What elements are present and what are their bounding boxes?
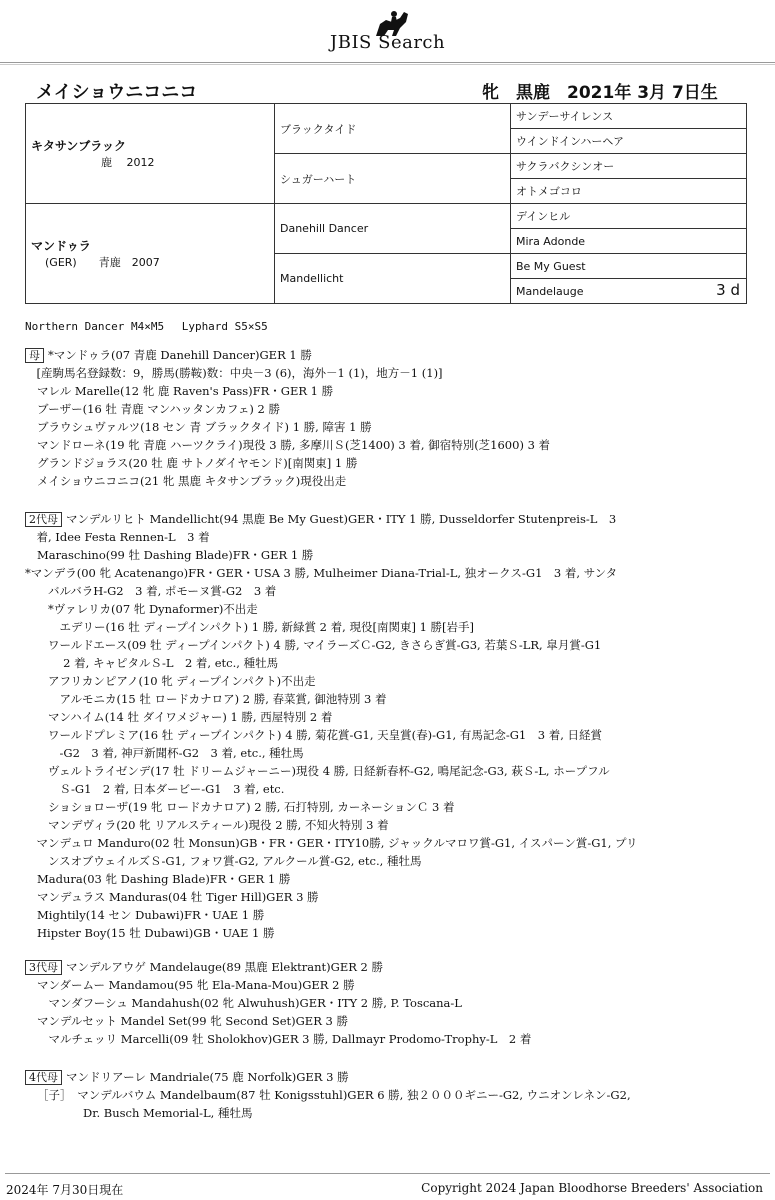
- family-line: マンデヴィラ(20 牝 リアルスティール)現役 2 勝, 不知火特別 3 着: [25, 818, 389, 832]
- family-line: 着, Idee Festa Rennen-L 3 着: [25, 530, 210, 544]
- pedigree-g3-3[interactable]: サクラバクシンオー: [511, 154, 747, 179]
- family-line: Maraschino(99 牡 Dashing Blade)FR・GER 1 勝: [37, 548, 314, 562]
- family-line: Ｓ-G1 2 着, 日本ダービー-G1 3 着, etc.: [25, 782, 285, 796]
- family-line: マルチェッリ Marcelli(09 牡 Sholokhov)GER 3 勝, Dallmayr Prodomo-Trophy-L 2 着: [37, 1032, 532, 1046]
- footer-divider: [5, 1173, 770, 1174]
- family-line: マンダームー Mandamou(95 牝 Ela-Mana-Mou)GER 2 勝: [37, 978, 355, 992]
- family-section-3rd-dam: [25, 958, 531, 1048]
- horse-info: 牝 黒鹿 2021年 3月 7日生: [482, 83, 718, 103]
- sire-cell[interactable]: [26, 104, 275, 204]
- family-line: Hipster Boy(15 牡 Dubawi)GB・UAE 1 勝: [37, 926, 275, 940]
- pedigree-g3-6[interactable]: Mira Adonde: [511, 229, 747, 254]
- dam-detail: (GER) 青鹿 2007: [45, 256, 160, 269]
- header-divider: [0, 62, 775, 63]
- pedigree-g3-5[interactable]: デインヒル: [511, 204, 747, 229]
- family-line: 2 着, キャピタルＳ-L 2 着, etc., 種牡馬: [25, 656, 279, 670]
- family-line: -G2 3 着, 神戸新聞杯-G2 3 着, etc., 種牡馬: [25, 746, 304, 760]
- pedigree-table: [25, 103, 747, 304]
- family-line: Mightily(14 セン Dubawi)FR・UAE 1 勝: [37, 908, 265, 922]
- family-line: マンドリアーレ Mandriale(75 鹿 Norfolk)GER 3 勝: [66, 1070, 349, 1084]
- section-label: 母: [25, 348, 44, 363]
- family-line: *マンデラ(00 牝 Acatenango)FR・GER・USA 3 勝, Mulheimer Diana-Trial-L, 独オークス-G1 3 着, サンタ: [25, 566, 618, 580]
- family-line: メイショウニコニコ(21 牝 黒鹿 キタサンブラック)現役出走: [37, 474, 347, 488]
- pedigree-g3-8-label: Mandelauge: [516, 284, 584, 298]
- sire-dam-cell[interactable]: シュガーハート: [275, 154, 511, 204]
- family-line: *ヴァレリカ(07 牝 Dynaformer)不出走: [25, 602, 258, 616]
- family-line: ブーザー(16 牡 青鹿 マンハッタンカフェ) 2 勝: [37, 402, 280, 416]
- logo-text: JBIS Search: [330, 32, 446, 53]
- family-line: ブラウシュヴァルツ(18 セン 青 ブラックタイド) 1 勝, 障害 1 勝: [37, 420, 372, 434]
- family-line: マンデルセット Mandel Set(99 牝 Second Set)GER 3 勝: [37, 1014, 348, 1028]
- family-line: ワールドエース(09 牡 ディープインパクト) 4 勝, マイラーズＣ-G2, きさらぎ賞-G3, 若葉Ｓ-LR, 皐月賞-G1: [25, 638, 602, 652]
- family-line: マンダフーシュ Mandahush(02 牝 Alwuhush)GER・ITY 2 勝, P. Toscana-L: [37, 996, 462, 1010]
- dam-sire-cell[interactable]: Danehill Dancer: [275, 204, 511, 254]
- pedigree-g3-4[interactable]: オトメゴコロ: [511, 179, 747, 204]
- family-line: *マンドゥラ(07 青鹿 Danehill Dancer)GER 1 勝: [48, 348, 312, 362]
- footer-copyright: Copyright 2024 Japan Bloodhorse Breeders' Association: [421, 1181, 763, 1195]
- family-section-4th-dam: [25, 1068, 631, 1122]
- header-divider-shadow: [0, 64, 775, 65]
- pedigree-g3-7[interactable]: Be My Guest: [511, 254, 747, 279]
- section-label: 3代母: [25, 960, 62, 975]
- family-line: マンデュラス Manduras(04 牡 Tiger Hill)GER 3 勝: [37, 890, 319, 904]
- family-line: マンデルリヒト Mandellicht(94 黒鹿 Be My Guest)GER・ITY 1 勝, Dusseldorfer Stutenpreis-L 3: [66, 512, 617, 526]
- dosage-mark: 3 d: [716, 281, 740, 299]
- family-line: ショショローザ(19 牝 ロードカナロア) 2 勝, 石打特別, カーネーションＣ 3 着: [25, 800, 455, 814]
- dam-dam-cell[interactable]: Mandellicht: [275, 254, 511, 304]
- family-line: ンスオブウェイルズＳ-G1, フォワ賞-G2, アルクール賞-G2, etc., 種牡馬: [25, 854, 422, 868]
- pedigree-g3-2[interactable]: ウインドインハーヘア: [511, 129, 747, 154]
- horse-name: メイショウニコニコ: [36, 82, 198, 103]
- family-section-dam: [25, 346, 550, 490]
- jbis-logo[interactable]: [330, 8, 460, 53]
- pedigree-g3-1[interactable]: サンデーサイレンス: [511, 104, 747, 129]
- dam-cell[interactable]: [26, 204, 275, 304]
- section-label: 4代母: [25, 1070, 62, 1085]
- sire-detail: 鹿 2012: [101, 156, 155, 169]
- family-line: マンハイム(14 牡 ダイワメジャー) 1 勝, 西屋特別 2 着: [25, 710, 333, 724]
- family-line: ヴェルトライゼンデ(17 牡 ドリームジャーニー)現役 4 勝, 日経新春杯-G2, 鳴尾記念-G3, 萩Ｓ-L, ホープフル: [25, 764, 610, 778]
- family-line: ［子］ マンデルバウム Mandelbaum(87 牡 Konigsstuhl)GER 6 勝, 独２０００ギニー-G2, ウニオンレネン-G2,: [37, 1088, 631, 1102]
- family-line: グランドジョラス(20 牡 鹿 サトノダイヤモンド)[南関東] 1 勝: [37, 456, 358, 470]
- footer-date: 2024年 7月30日現在: [6, 1183, 124, 1197]
- family-line: アルモニカ(15 牡 ロードカナロア) 2 勝, 春菜賞, 御池特別 3 着: [25, 692, 387, 706]
- sire-name: キタサンブラック: [31, 139, 127, 153]
- section-label: 2代母: [25, 512, 62, 527]
- sire-sire-cell[interactable]: ブラックタイド: [275, 104, 511, 154]
- family-line: バルバラH-G2 3 着, ポモーヌ賞-G2 3 着: [25, 584, 277, 598]
- family-line: [産駒馬名登録数：9，勝馬(勝鞍)数：中央－3 (6)，海外－1 (1)，地方－1 (1)]: [25, 366, 443, 380]
- family-line: Dr. Busch Memorial-L, 種牡馬: [37, 1106, 253, 1120]
- family-section-2nd-dam: [25, 510, 638, 942]
- inbreeding-line: Northern Dancer M4×M5 Lyphard S5×S5: [25, 320, 268, 333]
- pedigree-g3-8[interactable]: [511, 279, 747, 304]
- family-line: マンデュロ Manduro(02 牡 Monsun)GB・FR・GER・ITY10勝, ジャックルマロワ賞-G1, イスパーン賞-G1, プリ: [25, 836, 638, 850]
- family-line: アフリカンピアノ(10 牝 ディープインパクト)不出走: [25, 674, 316, 688]
- family-line: マンドローネ(19 牝 青鹿 ハーツクライ)現役 3 勝, 多摩川Ｓ(芝1400) 3 着, 御宿特別(芝1600) 3 着: [37, 438, 551, 452]
- family-line: エデリー(16 牡 ディープインパクト) 1 勝, 新緑賞 2 着, 現役[南関東] 1 勝[岩手]: [25, 620, 475, 634]
- family-line: Madura(03 牝 Dashing Blade)FR・GER 1 勝: [37, 872, 291, 886]
- dam-name: マンドゥラ: [31, 239, 91, 253]
- family-line: マンデルアウゲ Mandelauge(89 黒鹿 Elektrant)GER 2 勝: [66, 960, 384, 974]
- family-line: ワールドプレミア(16 牡 ディープインパクト) 4 勝, 菊花賞-G1, 天皇賞(春)-G1, 有馬記念-G1 3 着, 日経賞: [25, 728, 603, 742]
- family-line: マレル Marelle(12 牝 鹿 Raven's Pass)FR・GER 1 勝: [37, 384, 334, 398]
